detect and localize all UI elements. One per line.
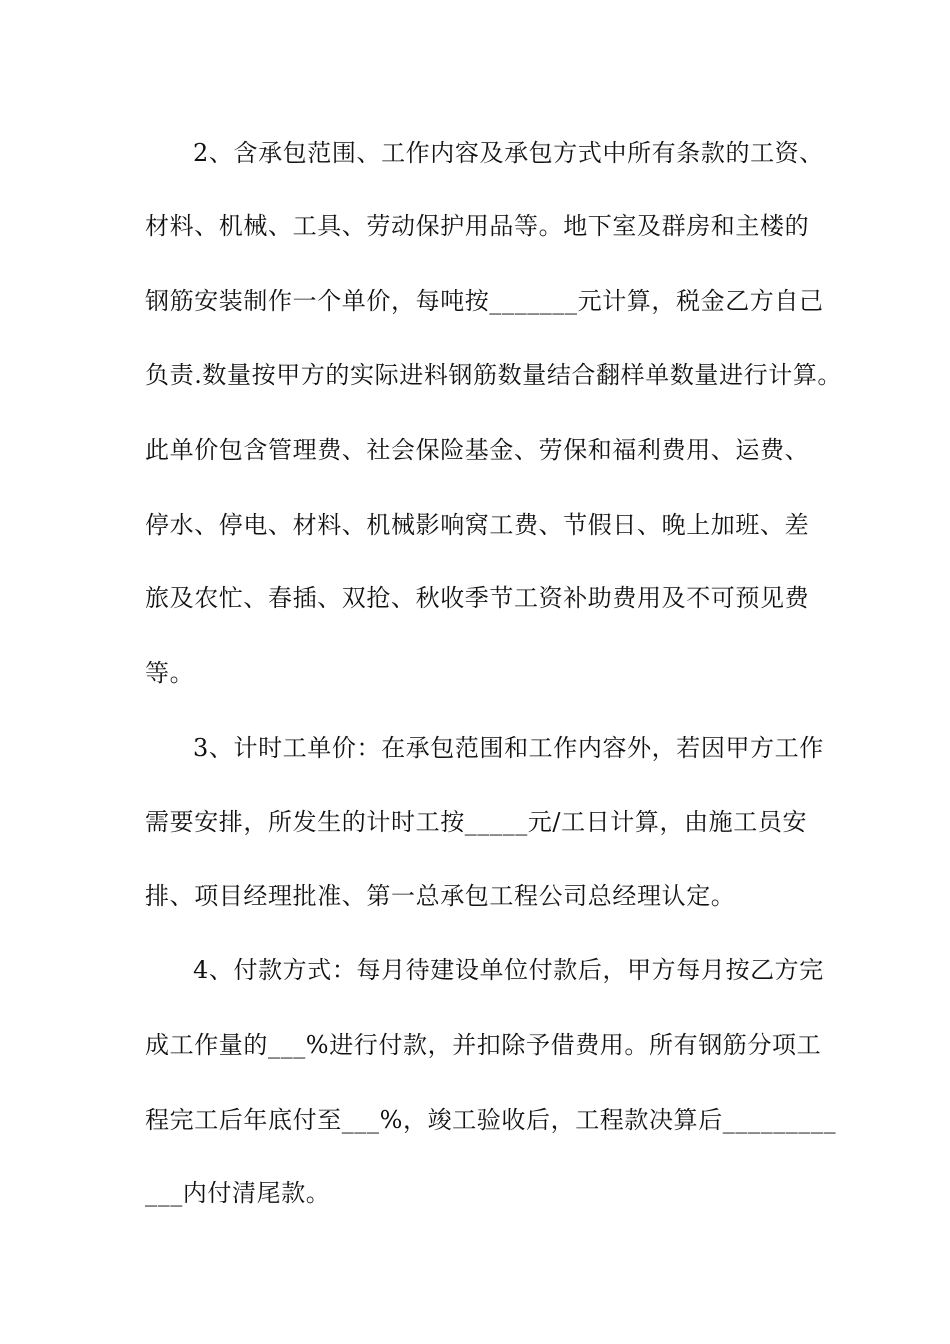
paragraph-4-line-2: 成工作量的___%进行付款，并扣除予借费用。所有钢筋分项工 <box>145 1031 822 1059</box>
paragraph-2-line-6: 停水、停电、材料、机械影响窝工费、节假日、晚上加班、差 <box>145 511 810 539</box>
paragraph-2-line-8: 等。 <box>145 659 195 687</box>
paragraph-2-line-1: 2、含承包范围、工作内容及承包方式中所有条款的工资、 <box>193 139 824 167</box>
paragraph-4-line-1: 4、付款方式：每月待建设单位付款后，甲方每月按乙方完 <box>193 956 824 984</box>
paragraph-3-line-1: 3、计时工单价：在承包范围和工作内容外，若因甲方工作 <box>193 734 824 762</box>
paragraph-2-line-3: 钢筋安装制作一个单价，每吨按_______元计算，税金乙方自己 <box>145 287 824 315</box>
paragraph-3-line-3: 排、项目经理批准、第一总承包工程公司总经理认定。 <box>145 882 736 910</box>
paragraph-4-line-3: 程完工后年底付至___%，竣工验收后，工程款决算后_________ <box>145 1106 837 1134</box>
paragraph-2-line-4: 负责.数量按甲方的实际进料钢筋数量结合翻样单数量进行计算。 <box>145 361 843 389</box>
paragraph-2-line-5: 此单价包含管理费、社会保险基金、劳保和福利费用、运费、 <box>145 436 810 464</box>
paragraph-3-line-2: 需要安排，所发生的计时工按_____元/工日计算，由施工员安 <box>145 808 808 836</box>
paragraph-4-line-4: ___内付清尾款。 <box>145 1179 331 1207</box>
paragraph-2-line-7: 旅及农忙、春插、双抢、秋收季节工资补助费用及不可预见费 <box>145 584 810 612</box>
paragraph-2-line-2: 材料、机械、工具、劳动保护用品等。地下室及群房和主楼的 <box>145 212 810 240</box>
